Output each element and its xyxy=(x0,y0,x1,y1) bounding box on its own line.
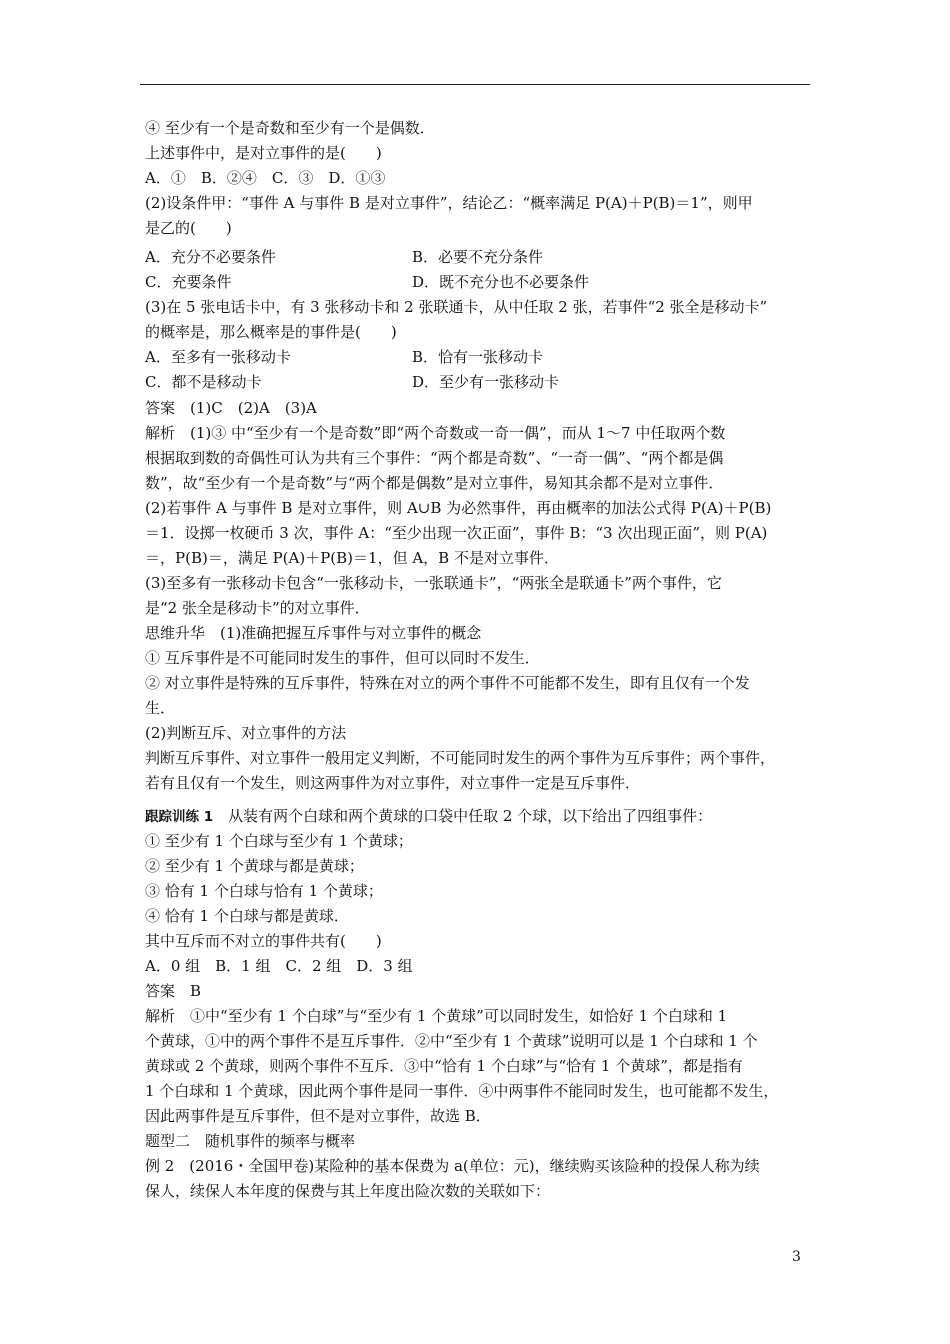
option-d: D．至少有一张移动卡 xyxy=(412,373,560,391)
text-line: 的概率是，那么概率是的事件是( ) xyxy=(145,323,397,341)
text-line: 若有且仅有一个发生，则这两事件为对立事件，对立事件一定是互斥事件． xyxy=(145,774,641,792)
text-line: A．① B．②④ C．③ D．①③ xyxy=(145,169,386,187)
text-line: 数”，故“至少有一个是奇数”与“两个都是偶数”是对立事件，易知其余都不是对立事件． xyxy=(145,474,724,492)
training-line xyxy=(145,804,805,829)
training-text: 从装有两个白球和两个黄球的口袋中任取 2 个球，以下给出了四组事件： xyxy=(213,807,713,825)
text-line: 是乙的( ) xyxy=(145,219,232,237)
text-line: 解析 (1)③ 中“至少有一个是奇数”即“两个奇数或一奇一偶”，而从 1～7 中任取两个数 xyxy=(145,424,726,442)
text-line: 黄球或 2 个黄球，则两个事件不互斥．③中“恰有 1 个白球”与“恰有 1 个黄球”，都是指有 xyxy=(145,1057,743,1075)
text-line: ＝，P(B)＝，满足 P(A)＋P(B)＝1，但 A，B 不是对立事件． xyxy=(145,549,559,567)
text-line: (2)设条件甲：“事件 A 与事件 B 是对立事件”，结论乙：“概率满足 P(A)＋P(B)＝1”，则甲 xyxy=(145,194,753,212)
text-line: ① 至少有 1 个白球与至少有 1 个黄球； xyxy=(145,832,413,850)
option-b: B．必要不充分条件 xyxy=(412,248,544,266)
text-line: ② 至少有 1 个黄球与都是黄球； xyxy=(145,857,364,875)
text-line: 例 2 (2016・全国甲卷)某险种的基本保费为 a(单位：元)，继续购买该险种的投保人称为续 xyxy=(145,1157,760,1175)
text-line: 是“2 张全是移动卡”的对立事件． xyxy=(145,599,370,617)
text-line: 因此两事件是互斥事件，但不是对立事件，故选 B． xyxy=(145,1107,491,1125)
text-line: 个黄球，①中的两个事件不是互斥事件．②中“至少有 1 个黄球”说明可以是 1 个白球和 1 个 xyxy=(145,1032,758,1050)
text-line: A．0 组 B．1 组 C．2 组 D．3 组 xyxy=(145,957,413,975)
text-line: 生． xyxy=(145,699,176,717)
text-line: ④ 至少有一个是奇数和至少有一个是偶数． xyxy=(145,119,435,137)
option-a: A．至多有一张移动卡 xyxy=(145,348,291,366)
text-line: 其中互斥而不对立的事件共有( ) xyxy=(145,932,382,950)
option-b: B．恰有一张移动卡 xyxy=(412,348,544,366)
text-line: ① 互斥事件是不可能同时发生的事件，但可以同时不发生． xyxy=(145,649,540,667)
page-number: 3 xyxy=(792,1249,801,1265)
option-c: C．都不是移动卡 xyxy=(145,373,262,391)
text-line: 1 个白球和 1 个黄球，因此两个事件是同一事件．④中两事件不能同时发生，也可能都不发生， xyxy=(145,1082,779,1100)
text-line: (2)若事件 A 与事件 B 是对立事件，则 A∪B 为必然事件，再由概率的加法公式得 P(A)＋P(B) xyxy=(145,499,772,517)
answer-line: 答案 B xyxy=(145,982,202,1000)
text-line: 思维升华 (1)准确把握互斥事件与对立事件的概念 xyxy=(145,624,482,642)
text-line: ④ 恰有 1 个白球与都是黄球． xyxy=(145,907,349,925)
header-rule xyxy=(140,84,810,85)
section-heading: 题型二 随机事件的频率与概率 xyxy=(145,1132,356,1150)
text-line: 解析 ①中“至少有 1 个白球”与“至少有 1 个黄球”可以同时发生，如恰好 1 个白球和 1 xyxy=(145,1007,728,1025)
text-line: 根据取到数的奇偶性可认为共有三个事件：“两个都是奇数”、“一奇一偶”、“两个都是偶 xyxy=(145,449,724,467)
option-d: D．既不充分也不必要条件 xyxy=(412,273,590,291)
text-line: ③ 恰有 1 个白球与恰有 1 个黄球； xyxy=(145,882,383,900)
training-label: 跟踪训练 1 xyxy=(145,809,214,825)
text-line: 上述事件中，是对立事件的是( ) xyxy=(145,144,382,162)
answer-line: 答案 (1)C (2)A (3)A xyxy=(145,399,317,417)
text-line: (3)在 5 张电话卡中，有 3 张移动卡和 2 张联通卡，从中任取 2 张，若事件“2 张全是移动卡” xyxy=(145,298,768,316)
text-line: 保人，续保人本年度的保费与其上年度出险次数的关联如下： xyxy=(145,1182,551,1200)
text-line: (2)判断互斥、对立事件的方法 xyxy=(145,724,347,742)
text-line: (3)至多有一张移动卡包含“一张移动卡，一张联通卡”，“两张全是联通卡”两个事件，它 xyxy=(145,574,722,592)
option-c: C．充要条件 xyxy=(145,273,232,291)
text-line: ② 对立事件是特殊的互斥事件，特殊在对立的两个事件不可能都不发生，即有且仅有一个发 xyxy=(145,674,750,692)
text-line: ＝1．设掷一枚硬币 3 次，事件 A：“至少出现一次正面”，事件 B：“3 次出现正面”，则 P(A) xyxy=(145,524,768,542)
option-a: A．充分不必要条件 xyxy=(145,248,276,266)
text-line: 判断互斥事件、对立事件一般用定义判断，不可能同时发生的两个事件为互斥事件；两个事件， xyxy=(145,749,776,767)
